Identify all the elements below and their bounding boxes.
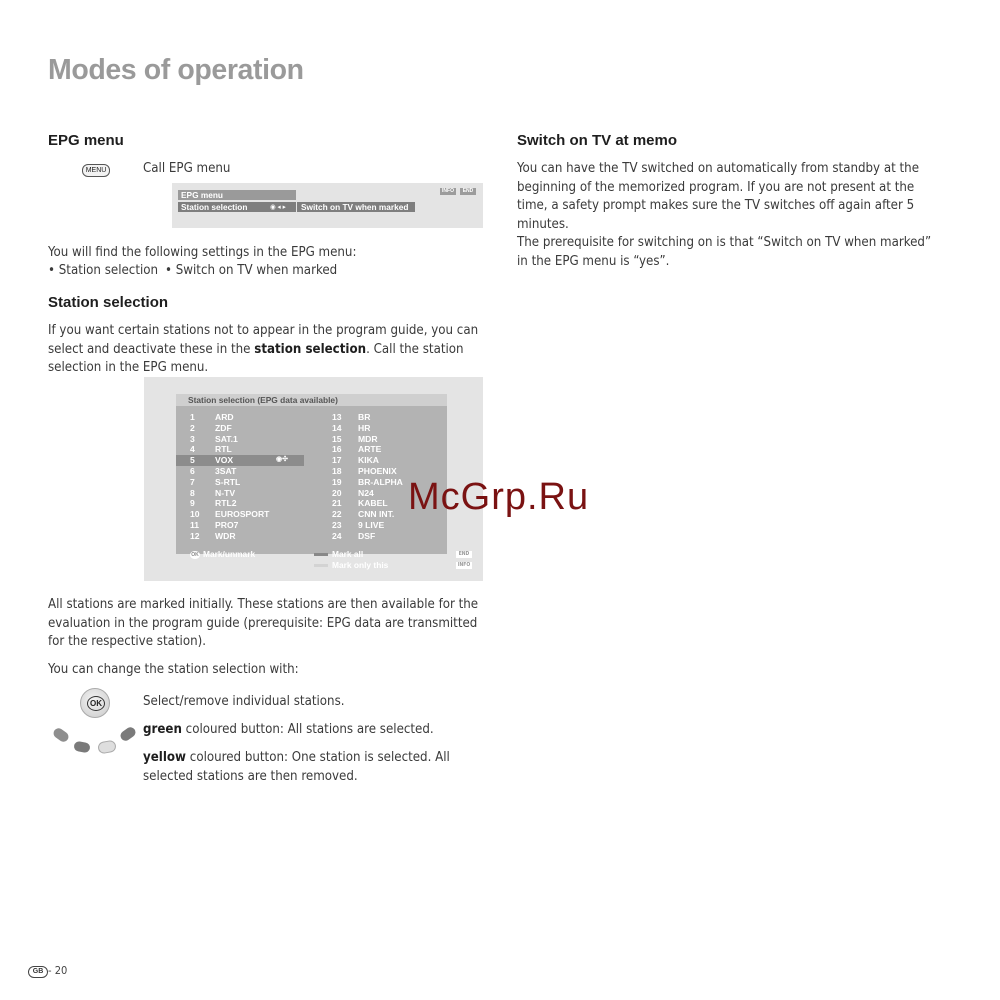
- yellow-key-swatch-icon: [314, 564, 328, 567]
- station-number: 17: [332, 455, 342, 466]
- station-name: KABEL: [358, 498, 388, 509]
- station-row[interactable]: [176, 423, 447, 434]
- end-key-icon: END: [456, 551, 472, 558]
- switch-on-tv-paragraph: You can have the TV switched on automatically from standby at the beginning of the memorized program. If you are not present at the time, a safety prompt makes sure the TV switches off again after 5 minutes. The prerequisite for switching on is that “Switch on TV when marked” in the EPG menu is “yes”.: [517, 161, 932, 269]
- station-row[interactable]: [176, 531, 447, 542]
- station-number: 16: [332, 444, 342, 455]
- osd-ok-arrows-icon: ◉ ◂ ▸: [270, 203, 286, 211]
- station-number: 13: [332, 412, 342, 422]
- station-row[interactable]: [176, 520, 447, 531]
- osd-station-selection-item: Station selection: [178, 202, 296, 212]
- ok-button-icon: OK: [80, 688, 110, 718]
- station-number: 12: [190, 530, 200, 541]
- yellow-button-description: yellow coloured button: One station is selected. All selected stations are then removed.: [143, 750, 450, 784]
- osd-info-key-icon: INFO: [440, 188, 456, 195]
- station-name: S-RTL: [215, 476, 241, 487]
- blue-button-icon: [119, 725, 138, 742]
- call-epg-menu-text: Call EPG menu: [143, 161, 231, 176]
- yellow-button-icon: [97, 740, 117, 755]
- station-name: ZDF: [215, 422, 232, 433]
- station-number: 10: [190, 509, 200, 520]
- footer-mark-all: Mark all: [332, 549, 364, 559]
- osd-epg-menu-title: EPG menu: [178, 190, 296, 200]
- station-number: 23: [332, 520, 342, 530]
- page-title: Modes of operation: [48, 54, 304, 86]
- station-number: 14: [332, 422, 342, 433]
- station-number: 11: [190, 520, 200, 530]
- station-name: PRO7: [215, 520, 239, 530]
- station-number: 6: [190, 466, 195, 476]
- epg-menu-heading: EPG menu: [48, 132, 124, 149]
- station-name: BR-ALPHA: [358, 476, 403, 487]
- station-name: SAT.1: [215, 433, 238, 444]
- station-number: 19: [332, 476, 342, 487]
- station-name: CNN INT.: [358, 509, 395, 520]
- station-row[interactable]: [176, 477, 447, 488]
- station-number: 22: [332, 509, 342, 520]
- station-row[interactable]: [176, 444, 447, 455]
- station-row[interactable]: [176, 412, 447, 423]
- green-key-swatch-icon: [314, 553, 328, 556]
- station-name: MDR: [358, 433, 378, 444]
- station-name: VOX: [215, 455, 234, 466]
- settings-intro-text: You will find the following settings in the EPG menu:: [48, 245, 357, 260]
- station-name: KIKA: [358, 455, 380, 466]
- change-selection-text: You can change the station selection with:: [48, 662, 299, 677]
- gb-badge-icon: GB: [28, 966, 48, 978]
- station-number: 4: [190, 444, 195, 455]
- station-name: DSF: [358, 530, 376, 541]
- red-button-icon: [52, 726, 71, 743]
- info-key-icon: INFO: [457, 562, 471, 568]
- station-name: BR: [358, 412, 371, 422]
- ok-navigation-icon: ◉✣: [276, 456, 288, 464]
- station-row[interactable]: [176, 466, 447, 477]
- bullet-station-selection: • Station selection: [48, 263, 159, 278]
- footer-mark-only: Mark only this: [332, 560, 389, 570]
- osd-end-key-icon: END: [460, 188, 476, 195]
- station-name: ARTE: [358, 444, 382, 455]
- station-number: 5: [190, 455, 195, 466]
- ok-mini-icon: OK: [191, 551, 199, 558]
- station-row[interactable]: [176, 434, 447, 445]
- page-number: - 20: [48, 964, 68, 977]
- station-name: RTL: [215, 444, 232, 455]
- station-number: 1: [190, 412, 195, 422]
- station-number: 2: [190, 422, 195, 433]
- station-name: RTL2: [215, 498, 237, 509]
- menu-key-icon: MENU: [82, 164, 110, 177]
- station-number: 18: [332, 466, 342, 476]
- green-button-description: green coloured button: All stations are selected.: [143, 722, 434, 737]
- station-number: 9: [190, 498, 195, 509]
- station-name: N-TV: [215, 487, 236, 498]
- station-name: WDR: [215, 530, 236, 541]
- station-name: 3SAT: [215, 466, 237, 476]
- station-name: PHOENIX: [358, 466, 397, 476]
- station-number: 15: [332, 433, 342, 444]
- station-number: 7: [190, 476, 195, 487]
- colour-buttons-icon: [50, 724, 140, 764]
- station-number: 3: [190, 433, 195, 444]
- station-number: 24: [332, 530, 342, 541]
- bullet-switch-on-tv: • Switch on TV when marked: [165, 263, 338, 278]
- station-selection-paragraph: If you want certain stations not to appear in the program guide, you can select and deactivate these in the station selection. Call the station selection in the EPG menu.: [48, 323, 479, 376]
- green-button-icon: [73, 741, 90, 754]
- station-name: N24: [358, 487, 374, 498]
- station-row[interactable]: [176, 498, 447, 509]
- osd-switch-on-item: Switch on TV when marked: [297, 202, 415, 212]
- switch-on-tv-heading: Switch on TV at memo: [517, 132, 678, 149]
- station-row[interactable]: [176, 488, 447, 499]
- station-name: 9 LIVE: [358, 520, 385, 530]
- station-name: ARD: [215, 412, 234, 422]
- station-number: 20: [332, 487, 342, 498]
- epg-menu-osd: [172, 183, 483, 228]
- station-row[interactable]: [176, 509, 447, 520]
- station-name: HR: [358, 422, 371, 433]
- watermark-text: McGrp.Ru: [408, 476, 590, 518]
- station-name: EUROSPORT: [215, 509, 270, 520]
- station-row[interactable]: [176, 455, 447, 466]
- station-number: 8: [190, 487, 195, 498]
- station-number: 21: [332, 498, 342, 509]
- footer-mark-unmark: OK Mark/unmark: [191, 549, 256, 559]
- ok-description: Select/remove individual stations.: [143, 694, 345, 709]
- station-list-panel: [176, 394, 471, 570]
- all-stations-marked-text: All stations are marked initially. These stations are then available for the evaluation in the program guide (prerequisite: EPG data are transmitted for the respective station).: [48, 597, 479, 650]
- station-selection-heading: Station selection: [48, 294, 169, 311]
- station-list-title: Station selection (EPG data available): [176, 394, 447, 406]
